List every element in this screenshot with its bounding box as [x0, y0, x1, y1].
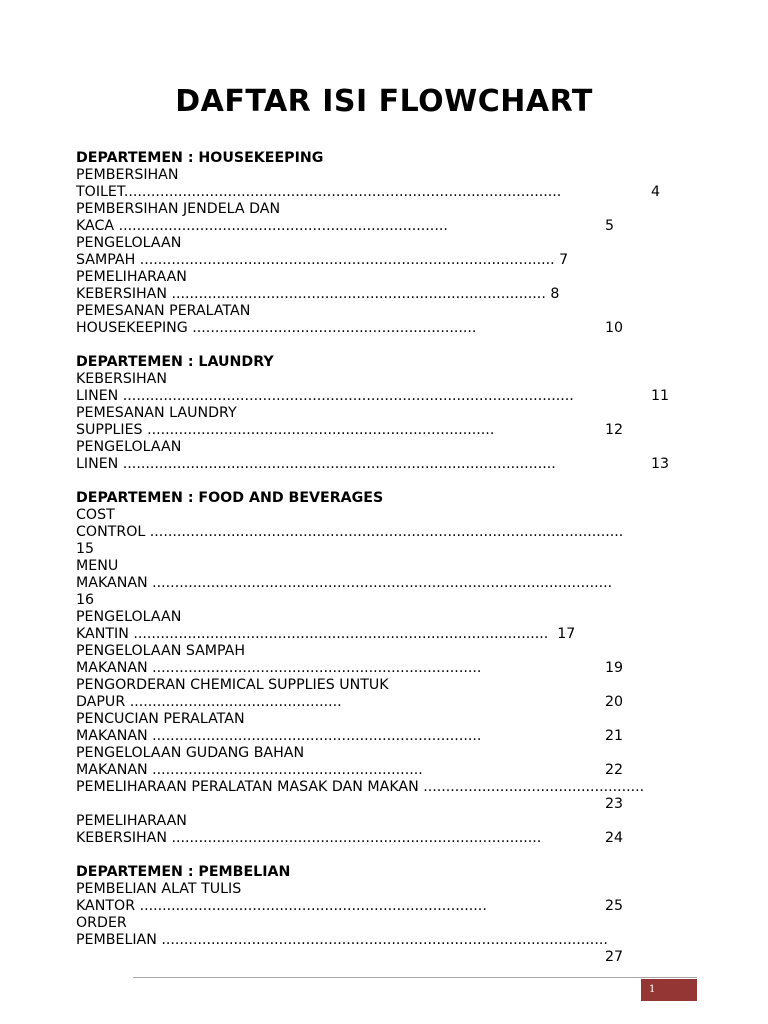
toc-page-number: 11: [651, 388, 670, 404]
toc-entry-title: COST: [76, 507, 115, 523]
toc-entry-title: MENU: [76, 558, 119, 574]
toc-entry-title: KEBERSIHAN: [76, 371, 167, 387]
toc-entry-leader: TOILET................................................................................................. 4: [76, 184, 661, 200]
toc-page-number: 27: [605, 949, 624, 965]
section-spacer: [76, 847, 716, 864]
footer-rule: [133, 977, 697, 978]
toc-entry-leader: KACA ......................................................................... 5: [76, 218, 615, 234]
toc-entry-title: PENGORDERAN CHEMICAL SUPPLIES UNTUK: [76, 677, 389, 693]
toc-page-number: 5: [605, 218, 615, 234]
toc-entry-leader: KEBERSIHAN ................................................................................... 8: [76, 286, 560, 302]
toc-entry-title: PENCUCIAN PERALATAN: [76, 711, 245, 727]
toc-page-number: 21: [605, 728, 624, 744]
toc-page-number: 13: [651, 456, 670, 472]
toc-entry-leader: MAKANAN ......................................................................... 21: [76, 728, 624, 744]
toc-entry-title: PENGELOLAAN: [76, 235, 182, 251]
toc-entry-leader: PEMELIHARAAN PERALATAN MASAK DAN MAKAN .................................................: [76, 779, 645, 795]
toc-page-number: 19: [605, 660, 624, 676]
toc-entry-title: PENGELOLAAN: [76, 439, 182, 455]
toc-entry-leader: KANTOR ............................................................................. 25: [76, 898, 624, 914]
toc-entry-title: ORDER: [76, 915, 127, 931]
toc-entry-leader: LINEN ................................................................................................ 13: [76, 456, 670, 472]
section-spacer: [76, 337, 716, 354]
toc-entry-title: PEMESANAN LAUNDRY: [76, 405, 237, 421]
toc-page-number: 4: [651, 184, 661, 200]
toc-entry-title: PENGELOLAAN SAMPAH: [76, 643, 246, 659]
page-title: DAFTAR ISI FLOWCHART: [175, 84, 593, 119]
toc-page-number: 23: [605, 796, 624, 812]
toc-page-number-line: [76, 949, 716, 966]
toc-entry-leader: HOUSEKEEPING ............................................................... 10: [76, 320, 624, 336]
section-heading: DEPARTEMEN : FOOD AND BEVERAGES: [76, 490, 384, 506]
section-spacer: [76, 473, 716, 490]
toc-page-number: 24: [605, 830, 624, 846]
toc-entry-leader: KEBERSIHAN .................................................................................. 24: [76, 830, 624, 846]
toc-entry-leader: PEMBELIAN ...................................................................................................: [76, 932, 608, 948]
toc-entry-leader: LINEN .................................................................................................... 11: [76, 388, 670, 404]
toc-entry-leader: KANTIN ............................................................................................ 17: [76, 626, 576, 642]
toc-entry-title: PENGELOLAAN GUDANG BAHAN: [76, 745, 305, 761]
table-of-contents: [76, 150, 716, 966]
toc-entry-leader: CONTROL .........................................................................................................: [76, 524, 624, 540]
toc-page-number-line: [76, 796, 716, 813]
section-heading: DEPARTEMEN : HOUSEKEEPING: [76, 150, 324, 166]
toc-entry-leader: MAKANAN ......................................................................... 19: [76, 660, 624, 676]
toc-entry-leader: MAKANAN ......................................................................................................: [76, 575, 613, 591]
toc-entry-title: PEMBERSIHAN: [76, 167, 179, 183]
toc-entry-title: PEMESANAN PERALATAN: [76, 303, 251, 319]
toc-entry-leader: SAMPAH ............................................................................................ 7: [76, 252, 569, 268]
toc-entry-title: PEMELIHARAAN: [76, 813, 187, 829]
toc-entry-leader: SUPPLIES ............................................................................. 12: [76, 422, 624, 438]
toc-entry-title: PENGELOLAAN: [76, 609, 182, 625]
toc-page-number: 25: [605, 898, 624, 914]
toc-page-number: 16: [76, 592, 95, 608]
toc-page-number: 20: [605, 694, 624, 710]
toc-entry-title: PEMELIHARAAN: [76, 269, 187, 285]
toc-entry-title: PEMBELIAN ALAT TULIS: [76, 881, 242, 897]
toc-page-number: 15: [76, 541, 95, 557]
toc-page-number: 10: [605, 320, 624, 336]
page-number-badge: 1: [641, 979, 697, 1001]
section-heading: DEPARTEMEN : PEMBELIAN: [76, 864, 291, 880]
toc-entry-leader: MAKANAN ............................................................ 22: [76, 762, 624, 778]
toc-entry-leader: DAPUR ............................................... 20: [76, 694, 624, 710]
section-heading: DEPARTEMEN : LAUNDRY: [76, 354, 274, 370]
toc-page-number: 12: [605, 422, 624, 438]
toc-entry-title: PEMBERSIHAN JENDELA DAN: [76, 201, 281, 217]
toc-page-number: 22: [605, 762, 624, 778]
